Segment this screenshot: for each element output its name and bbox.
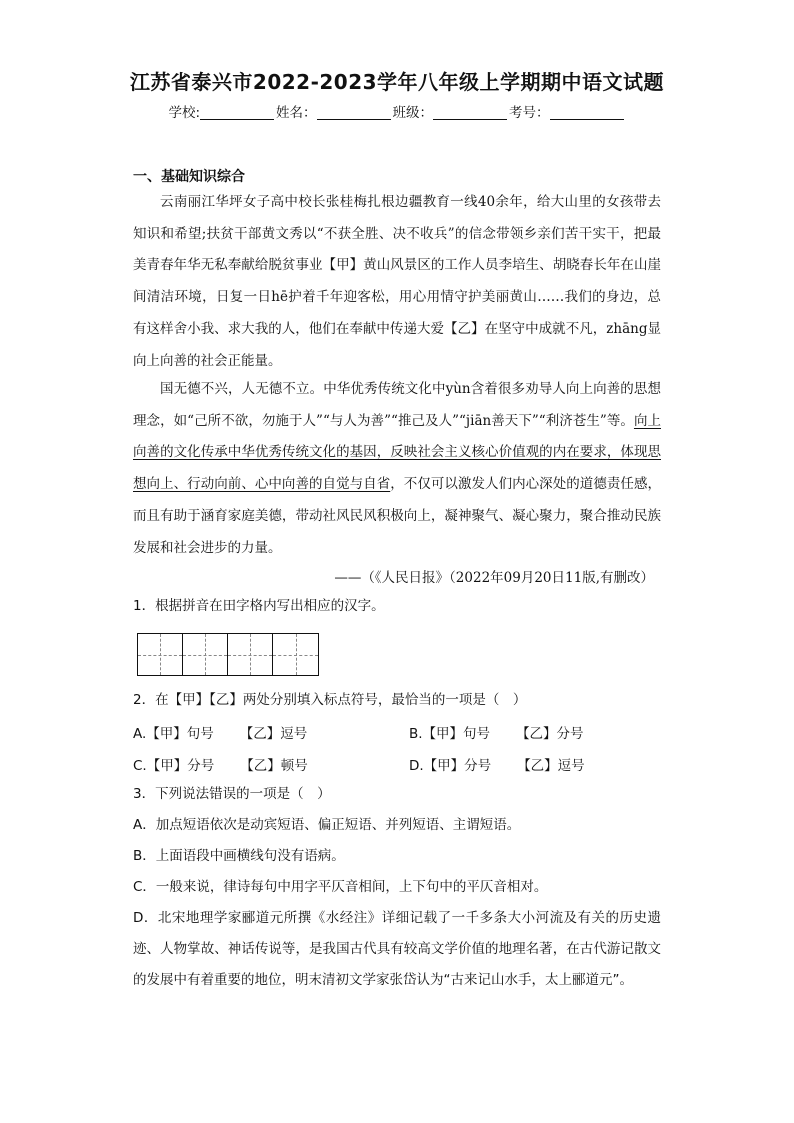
option-a[interactable] xyxy=(133,722,307,742)
name-blank[interactable] xyxy=(317,105,391,120)
q3-option-b[interactable]: B．上面语段中画横线句没有语病。 xyxy=(133,848,345,864)
q3-option-a[interactable]: A．加点短语依次是动宾短语、偏正短语、并列短语、主谓短语。 xyxy=(133,817,521,833)
passage-source: ——（《人民日报》（2022年09月20日11版,有删改） xyxy=(334,570,654,586)
question-2: 2．在【甲】【乙】两处分别填入标点符号，最恰当的一项是（ ） xyxy=(133,692,527,708)
option-d[interactable] xyxy=(409,754,585,774)
question-3: 3．下列说法错误的一项是（ ） xyxy=(133,786,331,802)
option-a-part2: 【乙】逗号 xyxy=(239,726,308,742)
tianzige-cell[interactable] xyxy=(273,634,318,675)
option-d-part2: 【乙】逗号 xyxy=(517,758,585,774)
class-label: 班级： xyxy=(392,105,434,121)
passage-paragraph-2 xyxy=(133,374,661,564)
tianzige-grid[interactable] xyxy=(137,633,319,676)
option-c-part1: C.【甲】分号 xyxy=(133,758,215,774)
student-info-line xyxy=(0,101,794,121)
name-label: 姓名： xyxy=(276,105,317,121)
option-d-part1: D.【甲】分号 xyxy=(409,758,492,774)
page-title: 江苏省泰兴市2022-2023学年八年级上学期期中语文试题 xyxy=(129,70,665,94)
tianzige-cell[interactable] xyxy=(228,634,273,675)
q3-option-d[interactable]: D．北宋地理学家郦道元所撰《水经注》详细记载了一千多条大小河流及有关的历史遗迹、人物掌故、神话传说等，是我国古代具有较高文学价值的地理名著，在古代游记散文的发展中有着重要的地位，明末清初文学家张岱认为“古来记山水手，太上郦道元”。 xyxy=(133,910,661,988)
number-label: 考号： xyxy=(509,105,550,121)
option-b-part1: B.【甲】句号 xyxy=(409,726,491,742)
tianzige-cell[interactable] xyxy=(138,634,183,675)
passage-paragraph-1: 云南丽江华坪女子高中校长张桂梅扎根边疆教育一线40余年，给大山里的女孩带去知识和希望;扶贫干部黄文秀以“不获全胜、决不收兵”的信念带领乡亲们苦干实干，把最美青春年华无私奉献给脱贫事业【甲】黄山风景区的工作人员李培生、胡晓春长年在山崖间清洁环境，日复一日hē护着千年迎客松，用心用情守护美丽黄山……我们的身边，总有这样舍小我、求大我的人，他们在奉献中传递大爱【乙】在坚守中成就不凡，zhāng显向上向善的社会正能量。 xyxy=(133,194,661,369)
school-blank[interactable] xyxy=(200,105,274,120)
option-c-part2: 【乙】顿号 xyxy=(240,758,308,774)
number-blank[interactable] xyxy=(550,105,624,120)
underlined-sentence: 向上向善的文化传承中华优秀传统文化的基因，反映社会主义核心价值观的内在要求，体现思想向上、行动向前、心中向善的自觉与自省 xyxy=(133,412,661,493)
class-blank[interactable] xyxy=(433,105,507,120)
passage-text: 国无德不兴，人无德不立。中华优秀传统文化中yùn含着很多劝导人向上向善的思想理念，如“己所不欲，勿施于人”“与人为善”“推己及人”“jiān善天下”“利济苍生”等。 xyxy=(133,381,661,429)
option-b-part2: 【乙】分号 xyxy=(516,726,584,742)
question-1: 1．根据拼音在田字格内写出相应的汉字。 xyxy=(133,598,385,614)
tianzige-cell[interactable] xyxy=(183,634,228,675)
passage-text: ，不仅可以激发人们内心深处的道德责任感，而且有助于涵育家庭美德，带动社风民风积极向上，凝神聚气、凝心聚力，聚合推动民族发展和社会进步的力量。 xyxy=(133,476,661,556)
q3-option-c[interactable]: C．一般来说，律诗每句中用字平仄音相间，上下句中的平仄音相对。 xyxy=(133,879,548,895)
option-b[interactable] xyxy=(409,722,584,742)
school-label: 学校: xyxy=(168,105,201,121)
section-title: 一、基础知识综合 xyxy=(133,169,245,185)
option-a-part1: A.【甲】句号 xyxy=(133,726,214,742)
option-c[interactable] xyxy=(133,754,308,774)
